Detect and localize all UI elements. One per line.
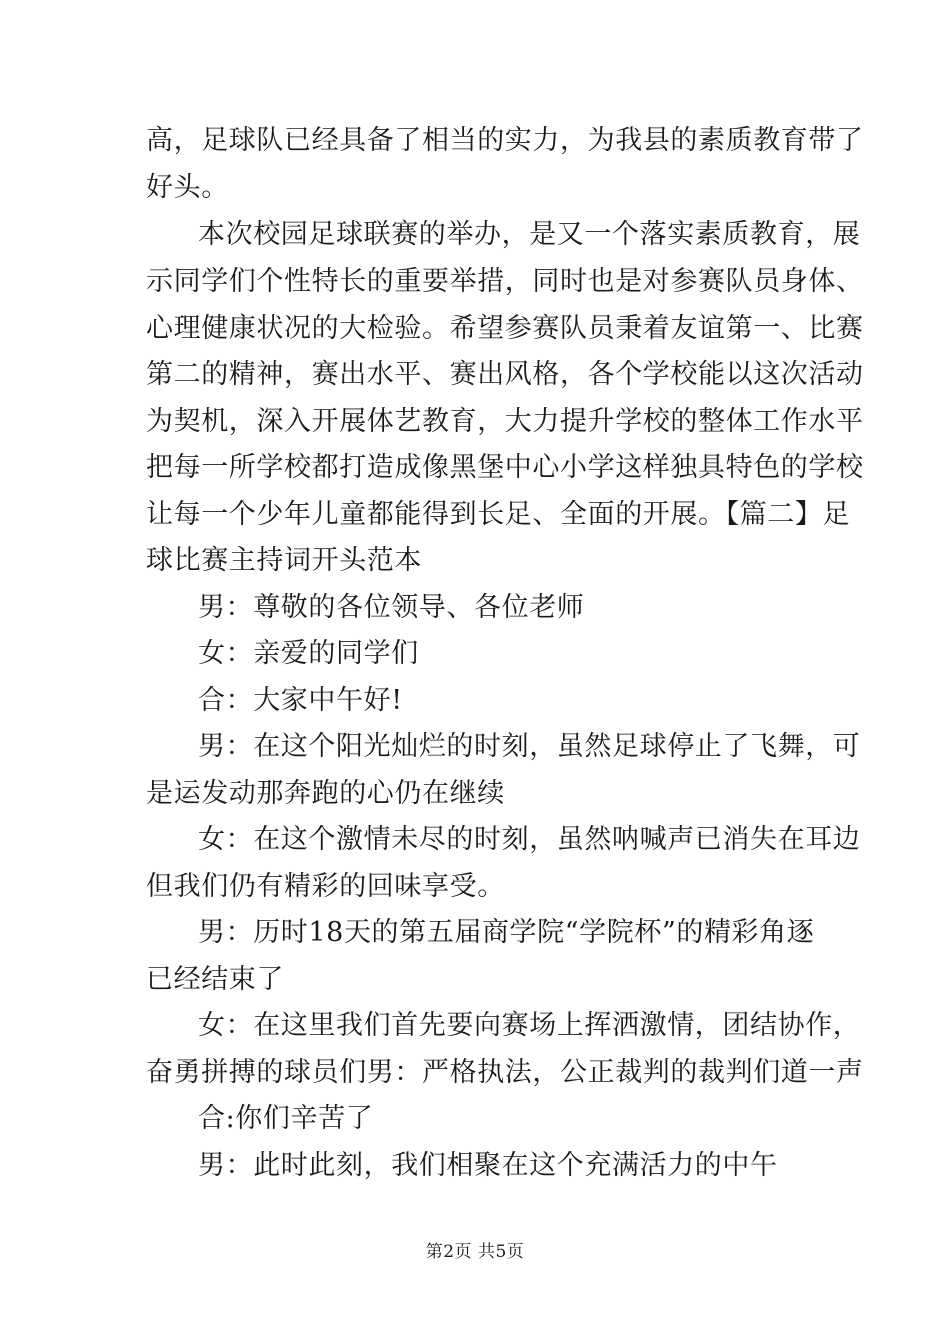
text-line: 奋勇拼搏的球员们男：严格执法，公正裁判的裁判们道一声	[146, 1057, 864, 1088]
text-line: 第二的精神，赛出水平、赛出风格，各个学校能以这次活动	[146, 359, 864, 390]
text-line: 高，足球队已经具备了相当的实力，为我县的素质教育带了	[146, 125, 864, 156]
text-line: 示同学们个性特长的重要举措，同时也是对参赛队员身体、	[146, 266, 864, 297]
text-line: 已经结束了	[146, 964, 284, 995]
text-line: 好头。	[146, 172, 229, 203]
text-line: 把每一所学校都打造成像黑堡中心小学这样独具特色的学校	[146, 452, 864, 483]
text-line: 球比赛主持词开头范本	[146, 545, 422, 576]
page-number-footer: 第2页 共5页	[425, 1242, 525, 1262]
dialogue-line: 合:你们辛苦了	[198, 1103, 374, 1134]
text-line: 但我们仍有精彩的回味享受。	[146, 871, 505, 902]
dialogue-line: 男：尊敬的各位领导、各位老师	[198, 592, 585, 623]
text-line: 为契机，深入开展体艺教育，大力提升学校的整体工作水平	[146, 406, 864, 437]
dialogue-line: 女：亲爱的同学们	[198, 638, 419, 669]
text-line: 是运发动那奔跑的心仍在继续	[146, 778, 505, 809]
dialogue-line: 男：在这个阳光灿烂的时刻，虽然足球停止了飞舞，可	[198, 731, 861, 762]
text-line: 心理健康状况的大检验。希望参赛队员秉着友谊第一、比赛	[146, 313, 864, 344]
paragraph-start-line: 本次校园足球联赛的举办，是又一个落实素质教育，展	[198, 219, 861, 250]
dialogue-line: 女：在这个激情未尽的时刻，虽然呐喊声已消失在耳边	[198, 824, 861, 855]
dialogue-line: 合：大家中午好!	[198, 685, 403, 716]
dialogue-line: 男：历时18天的第五届商学院“学院杯”的精彩角逐	[198, 917, 815, 948]
text-line: 让每一个少年儿童都能得到长足、全面的开展。【篇二】足	[146, 499, 851, 530]
dialogue-line: 男：此时此刻，我们相聚在这个充满活力的中午	[198, 1150, 778, 1181]
dialogue-line: 女：在这里我们首先要向赛场上挥洒激情，团结协作，	[198, 1010, 861, 1041]
